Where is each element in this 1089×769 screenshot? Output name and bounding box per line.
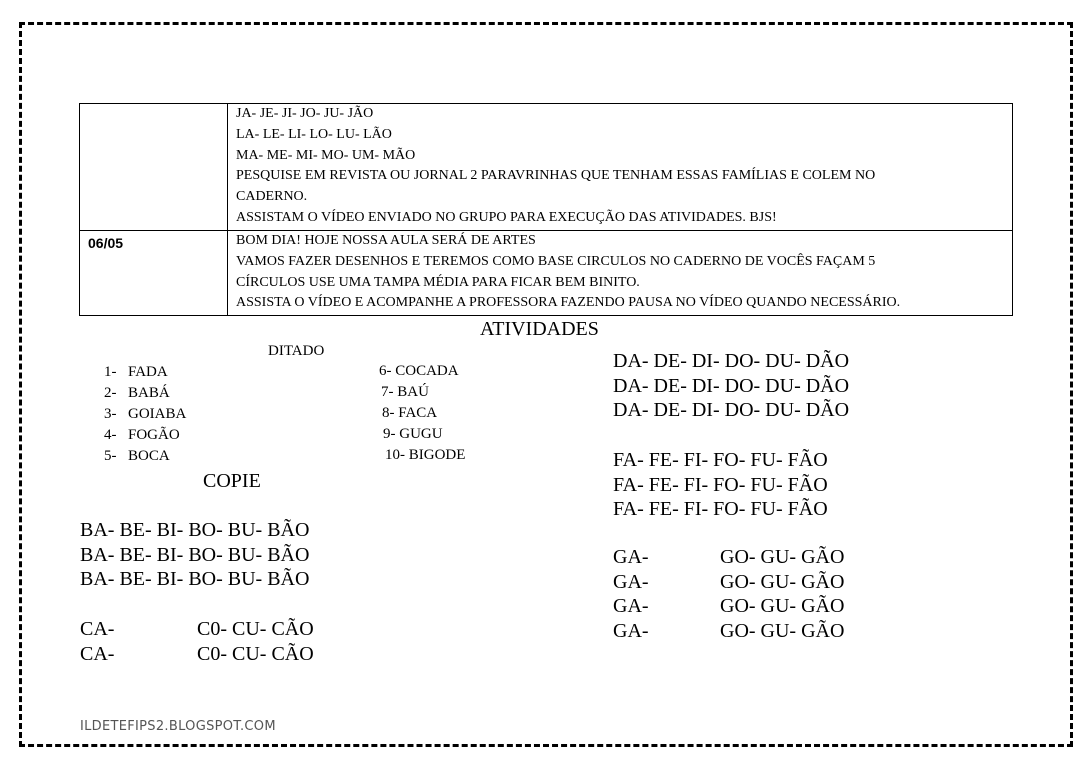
schedule-row bbox=[80, 104, 1013, 231]
syllable-line: BA- BE- BI- BO- BU- BÃO bbox=[80, 519, 310, 541]
date-cell bbox=[80, 104, 228, 231]
text-line: ASSISTAM O VÍDEO ENVIADO NO GRUPO PARA EXECUÇÃO DAS ATIVIDADES. BJS! bbox=[236, 209, 777, 225]
text-line: VAMOS FAZER DESENHOS E TEREMOS COMO BASE CIRCULOS NO CADERNO DE VOCÊS FAÇAM 5 bbox=[236, 253, 876, 269]
text-line: MA- ME- MI- MO- UM- MÃO bbox=[236, 147, 416, 163]
syllable-line: BA- BE- BI- BO- BU- BÃO bbox=[80, 543, 310, 566]
syllable-line: FA- FE- FI- FO- FU- FÃO bbox=[613, 449, 828, 471]
syllable-line: GA- GO- GU- GÃO bbox=[613, 595, 845, 617]
text-line: JA- JE- JI- JO- JU- JÃO bbox=[236, 106, 374, 121]
g-syllables bbox=[613, 545, 844, 643]
syllable-line: DA- DE- DI- DO- DU- DÃO bbox=[613, 399, 850, 421]
f-syllables bbox=[613, 448, 828, 522]
copie-title: COPIE bbox=[203, 470, 261, 492]
syllable-line: DA- DE- DI- DO- DU- DÃO bbox=[613, 350, 850, 372]
list-item: 7- BAÚ bbox=[381, 384, 429, 400]
list-item: 10- BIGODE bbox=[385, 447, 466, 463]
list-item: 4- FOGÃO bbox=[104, 427, 180, 443]
text-line: CÍRCULOS USE UMA TAMPA MÉDIA PARA FICAR BEM BINITO. bbox=[236, 274, 640, 290]
ditado-title: DITADO bbox=[268, 343, 325, 359]
ditado-list-left bbox=[104, 362, 186, 467]
text-line: PESQUISE EM REVISTA OU JORNAL 2 PARAVRINHAS QUE TENHAM ESSAS FAMÍLIAS E COLEM NO bbox=[236, 168, 876, 184]
list-item: 6- COCADA bbox=[379, 363, 459, 379]
syllable-line: FA- FE- FI- FO- FU- FÃO bbox=[613, 473, 828, 496]
list-item: 5- BOCA bbox=[104, 448, 170, 464]
d-syllables bbox=[613, 349, 849, 423]
b-syllables bbox=[80, 518, 309, 592]
syllable-line: CA- C0- CU- CÃO bbox=[80, 618, 314, 640]
text-line: BOM DIA! HOJE NOSSA AULA SERÁ DE ARTES bbox=[236, 233, 536, 248]
text-line: CADERNO. bbox=[236, 189, 308, 205]
schedule-row bbox=[80, 231, 1013, 316]
syllable-line: BA- BE- BI- BO- BU- BÃO bbox=[80, 568, 310, 590]
c-syllables bbox=[80, 617, 314, 666]
syllable-line: GA- GO- GU- GÃO bbox=[613, 570, 845, 593]
list-item: 1- FADA bbox=[104, 364, 168, 380]
syllable-line: CA- C0- CU- CÃO bbox=[80, 642, 314, 665]
syllable-line: DA- DE- DI- DO- DU- DÃO bbox=[613, 374, 850, 397]
syllable-line: FA- FE- FI- FO- FU- FÃO bbox=[613, 498, 828, 520]
list-item: 2- BABÁ bbox=[104, 385, 170, 401]
schedule-table bbox=[79, 103, 1013, 316]
activities-title: ATIVIDADES bbox=[480, 318, 599, 340]
text-line: LA- LE- LI- LO- LU- LÃO bbox=[236, 126, 392, 142]
watermark: ILDETEFIPS2.BLOGSPOT.COM bbox=[80, 719, 276, 734]
activity-cell bbox=[228, 231, 1013, 316]
list-item: 9- GUGU bbox=[383, 426, 443, 442]
text-line: ASSISTA O VÍDEO E ACOMPANHE A PROFESSORA FAZENDO PAUSA NO VÍDEO QUANDO NECESSÁRIO. bbox=[236, 295, 901, 311]
activity-cell bbox=[228, 104, 1013, 231]
syllable-line: GA- GO- GU- GÃO bbox=[613, 546, 845, 568]
list-item: 3- GOIABA bbox=[104, 406, 187, 422]
date-cell: 06/05 bbox=[80, 231, 228, 316]
syllable-line: GA- GO- GU- GÃO bbox=[613, 619, 845, 642]
list-item: 8- FACA bbox=[382, 405, 438, 421]
